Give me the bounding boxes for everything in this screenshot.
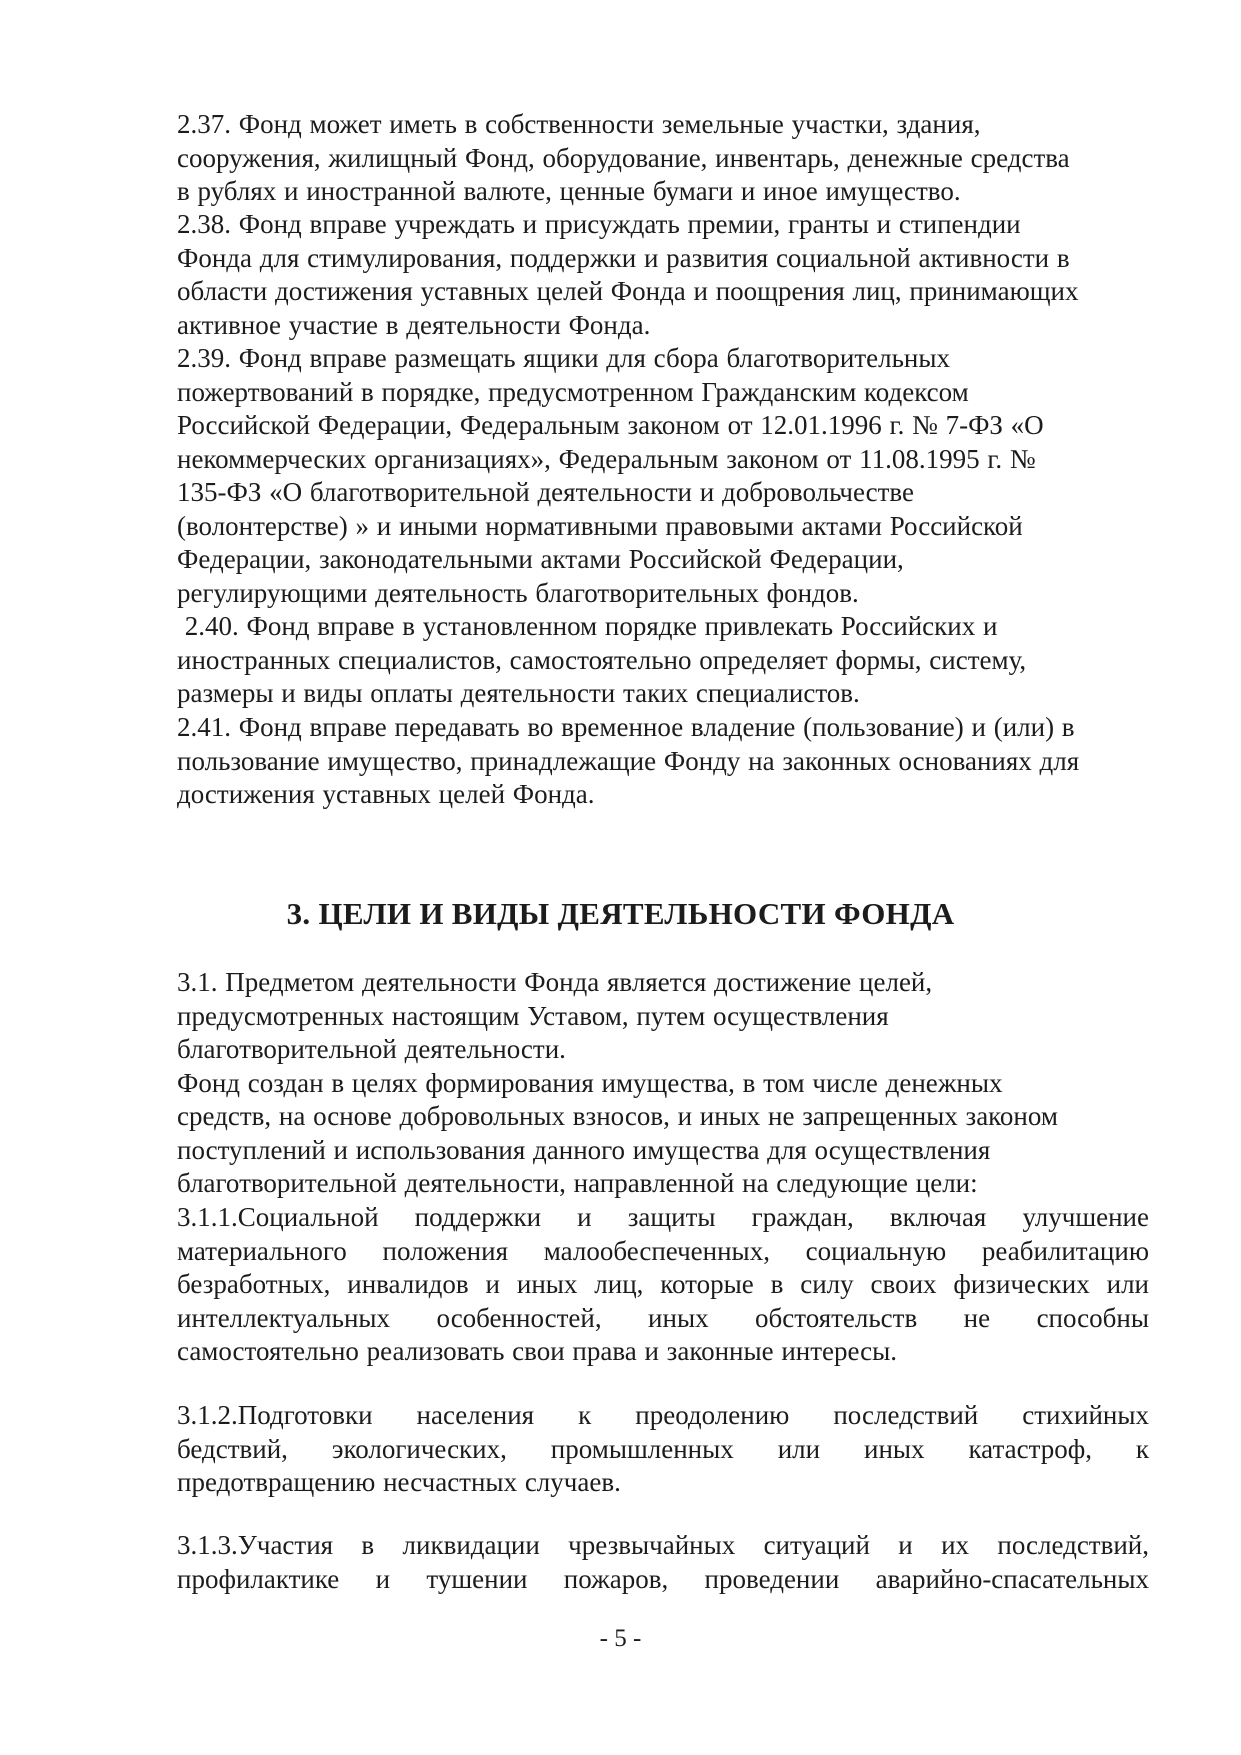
paragraph-2-40 — [177, 610, 1149, 711]
text-line: некоммерческих организациях», Федеральным законом от 11.08.1995 г. № — [177, 443, 1036, 474]
page-number: - 5 - — [599, 1625, 642, 1652]
text-line: самостоятельно реализовать свои права и законные интересы. — [177, 1336, 898, 1366]
text-line: Российской Федерации, Федеральным законом от 12.01.1996 г. № 7-ФЗ «О — [177, 410, 1044, 440]
text-line: 3.1. Предметом деятельности Фонда является достижение целей, — [177, 967, 933, 997]
text-line: активное участие в деятельности Фонда. — [177, 309, 651, 340]
text-line: пожертвований в порядке, предусмотренном Гражданским кодексом — [177, 376, 969, 407]
text-line: сооружения, жилищный Фонд, оборудование, инвентарь, денежные средства — [177, 142, 1070, 173]
text-line: 2.37. Фонд может иметь в собственности земельные участки, здания, — [177, 109, 981, 139]
text-line: интеллектуальных особенностей, иных обстоятельств не способны — [177, 1302, 1149, 1333]
paragraph-3-1-3 — [177, 1529, 1149, 1596]
text-line: 135-ФЗ «О благотворительной деятельности и добровольчестве — [177, 477, 914, 507]
text-line: Фонд создан в целях формирования имущества, в том числе денежных — [177, 1067, 1003, 1098]
paragraph-3-1-1 — [177, 1201, 1149, 1369]
text-line: материального положения малообеспеченных, социальную реабилитацию — [177, 1235, 1149, 1266]
text-line: 2.39. Фонд вправе размещать ящики для сбора благотворительных — [177, 343, 950, 373]
text-line: размеры и виды оплаты деятельности таких специалистов. — [177, 678, 860, 708]
paragraph-3-1 — [177, 966, 1149, 1201]
text-line: Федерации, законодательными актами Российской Федерации, — [177, 544, 904, 574]
text-line: благотворительной деятельности. — [177, 1034, 566, 1064]
text-line: поступлений и использования данного имущества для осуществления — [177, 1134, 991, 1165]
text-line: средств, на основе добровольных взносов, и иных не запрещенных законом — [177, 1101, 1058, 1131]
text-line: (волонтерстве) » и иными нормативными правовыми актами Российской — [177, 510, 1023, 541]
paragraph-2-37 — [177, 108, 1149, 209]
text-line: в рублях и иностранной валюте, ценные бумаги и иное имущество. — [177, 176, 961, 206]
section-heading: 3. ЦЕЛИ И ВИДЫ ДЕЯТЕЛЬНОСТИ ФОНДА — [286, 896, 955, 931]
text-line: бедствий, экологических, промышленных или иных катастроф, к — [177, 1433, 1149, 1464]
paragraph-2-38 — [177, 208, 1149, 342]
text-line: 3.1.1.Социальной поддержки и защиты граждан, включая улучшение — [177, 1202, 1149, 1232]
text-line: иностранных специалистов, самостоятельно определяет формы, систему, — [177, 644, 1027, 675]
text-line: 3.1.2.Подготовки населения к преодолению последствий стихийных — [177, 1400, 1149, 1430]
text-line: 2.40. Фонд вправе в установленном порядке привлекать Российских и — [177, 611, 998, 641]
paragraph-2-39 — [177, 342, 1149, 610]
text-line: регулирующими деятельность благотворительных фондов. — [177, 577, 859, 608]
text-line: профилактике и тушении пожаров, проведении аварийно-спасательных — [177, 1563, 1149, 1594]
text-line: предотвращению несчастных случаев. — [177, 1467, 621, 1497]
text-line: 3.1.3.Участия в ликвидации чрезвычайных ситуаций и их последствий, — [177, 1530, 1149, 1560]
text-line: Фонда для стимулирования, поддержки и развития социальной активности в — [177, 242, 1070, 273]
text-line: благотворительной деятельности, направленной на следующие цели: — [177, 1168, 978, 1198]
text-line: 2.41. Фонд вправе передавать во временное владение (пользование) и (или) в — [177, 712, 1075, 742]
text-line: 2.38. Фонд вправе учреждать и присуждать премии, гранты и стипендии — [177, 209, 1021, 239]
text-line: области достижения уставных целей Фонда и поощрения лиц, принимающих — [177, 276, 1079, 306]
paragraph-3-1-2 — [177, 1399, 1149, 1500]
text-line: предусмотренных настоящим Уставом, путем осуществления — [177, 1000, 889, 1031]
paragraph-2-41 — [177, 711, 1149, 812]
text-line: пользование имущество, принадлежащие Фонду на законных основаниях для — [177, 745, 1080, 776]
text-line: достижения уставных целей Фонда. — [177, 779, 595, 809]
text-line: безработных, инвалидов и иных лиц, которые в силу своих физических или — [177, 1269, 1149, 1299]
